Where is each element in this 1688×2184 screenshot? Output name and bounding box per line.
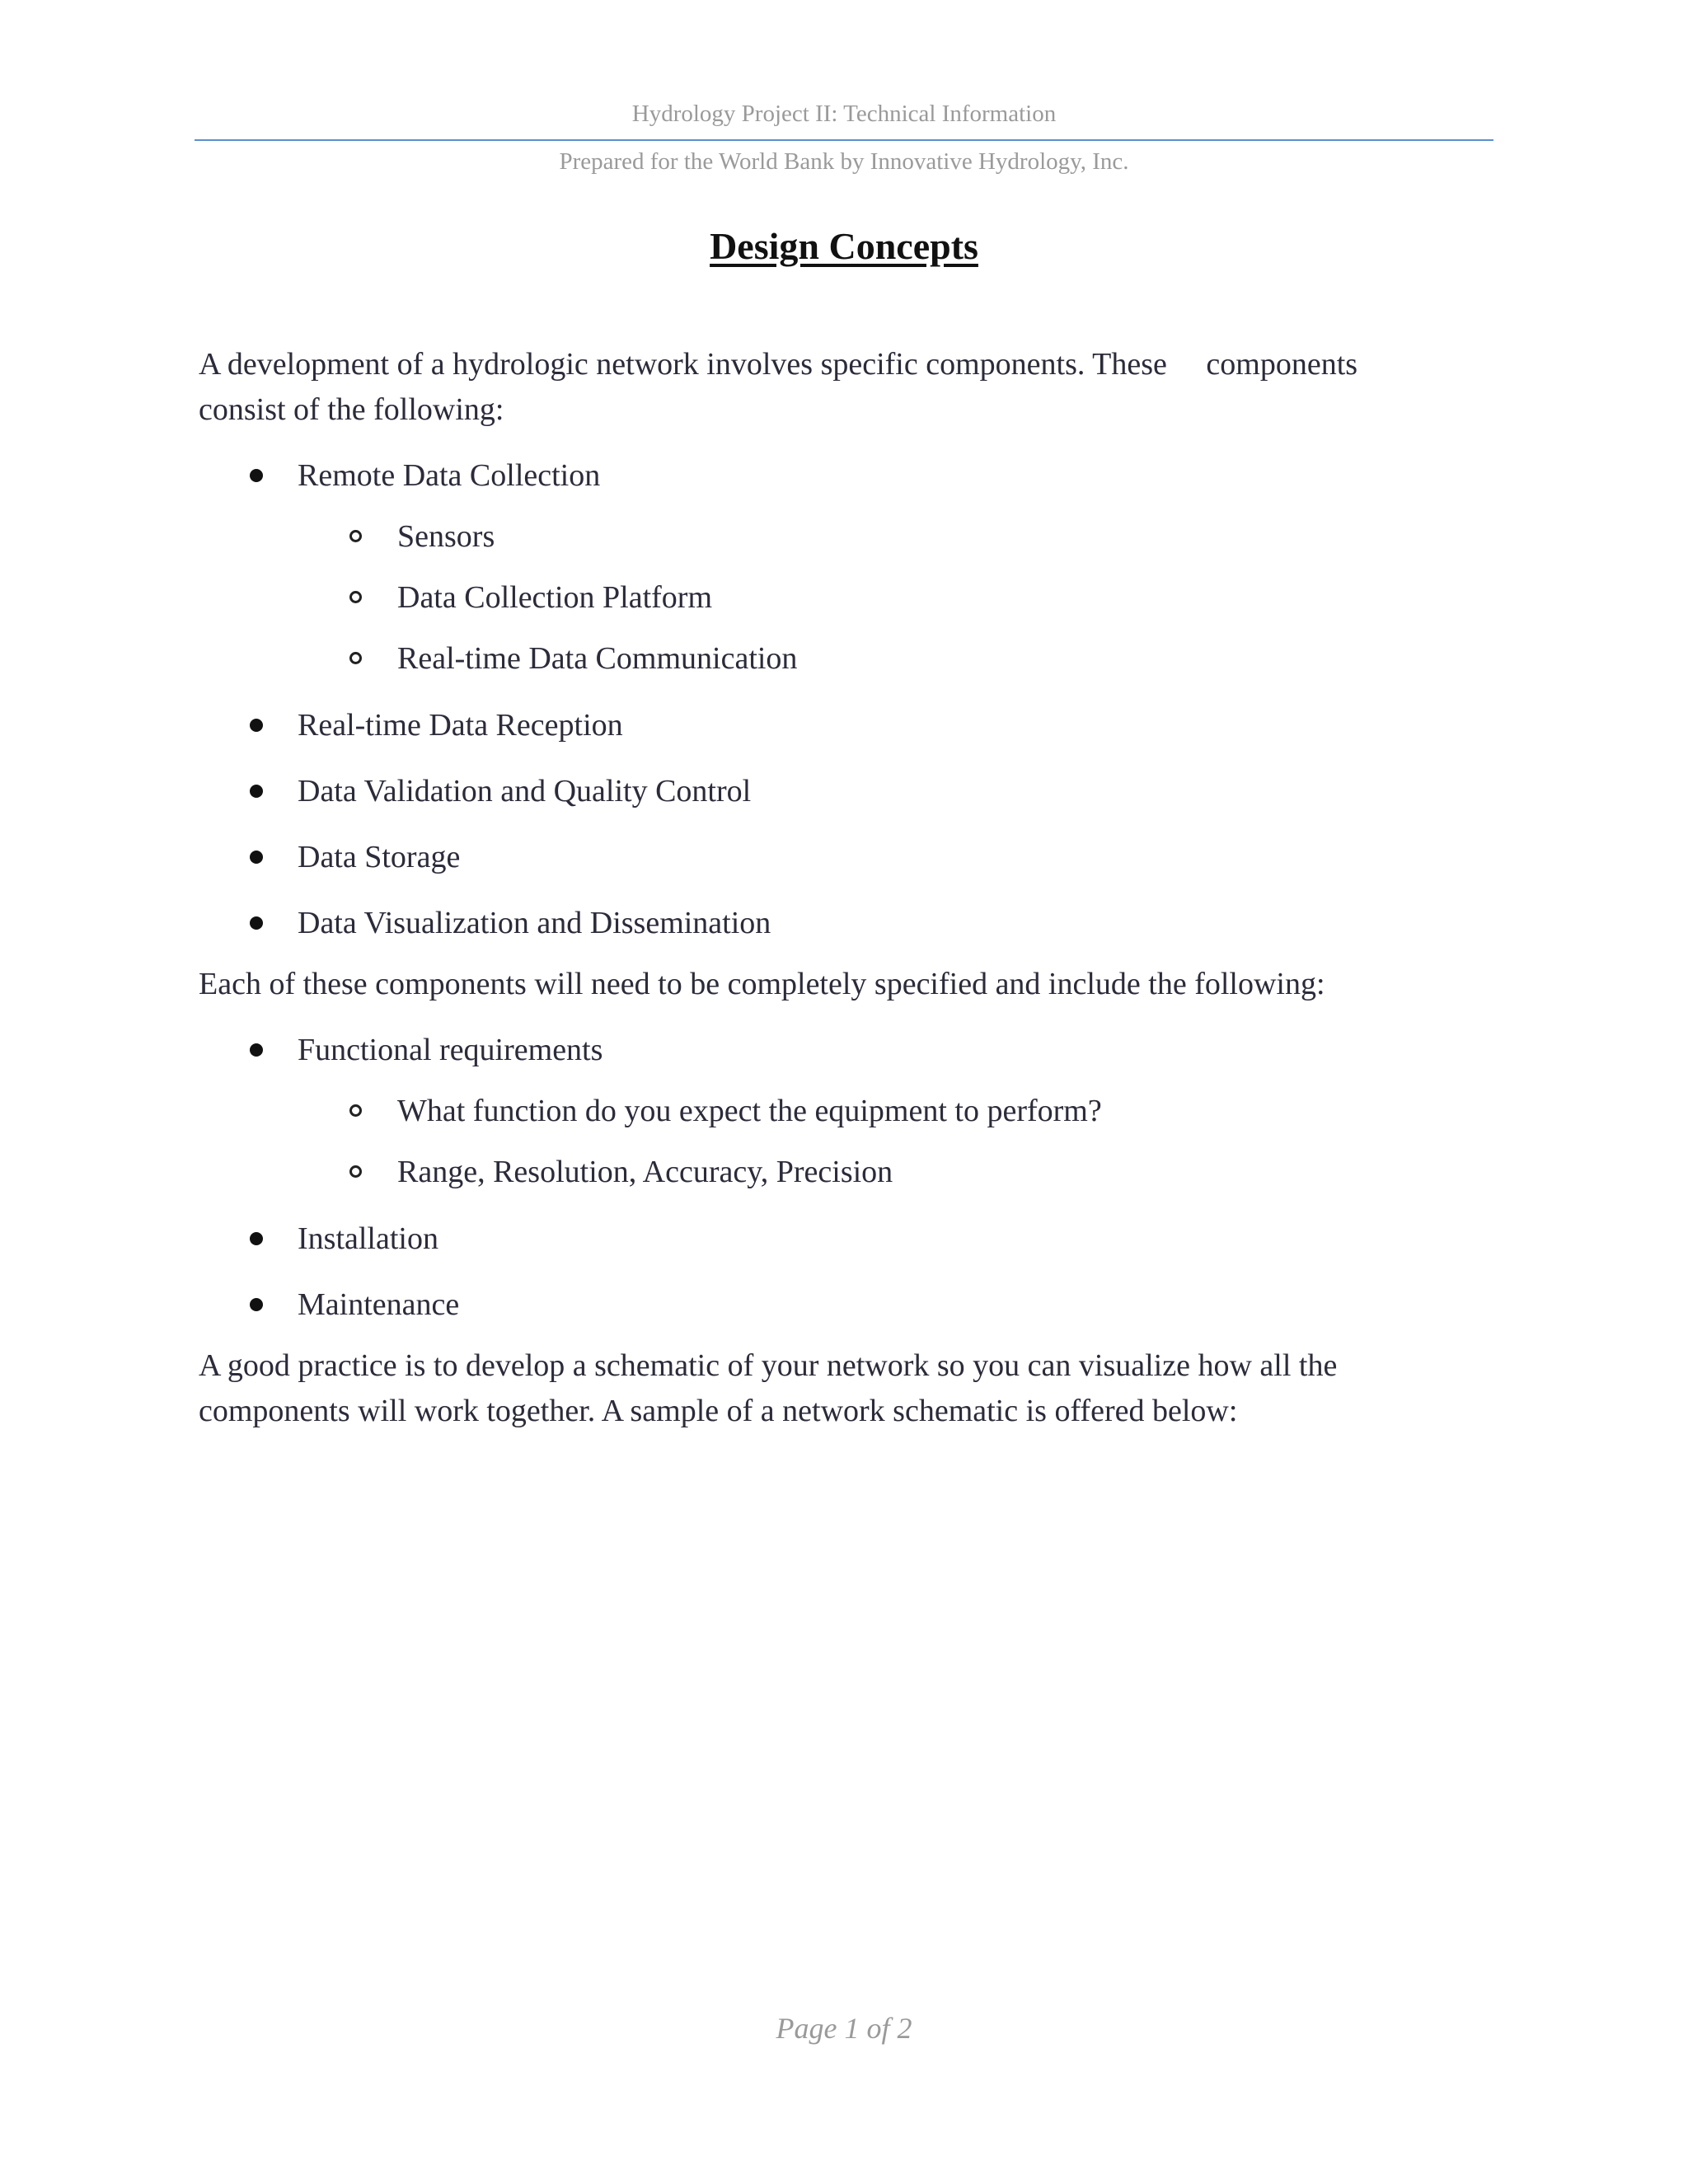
list-item-label: What function do you expect the equipment to perform? (397, 1094, 1102, 1128)
hollow-bullet-icon (349, 530, 362, 542)
list-item-label: Sensors (397, 519, 495, 554)
intro-paragraph: A development of a hydrologic network involves specific components. These components consist of the following: (199, 347, 1366, 427)
list-item (397, 638, 797, 679)
list-item (397, 1151, 893, 1193)
list-item (397, 577, 712, 618)
header-subtitle: Prepared for the World Bank by Innovative Hydrology, Inc. (559, 148, 1129, 175)
bullet-icon (250, 851, 263, 864)
list-item-label: Installation (298, 1221, 438, 1256)
list-item (298, 837, 460, 878)
bullet-icon (250, 1232, 263, 1245)
list-item-label: Data Collection Platform (397, 580, 713, 615)
list-item (298, 705, 623, 746)
list-item-label: Real-time Data Reception (298, 708, 623, 743)
hollow-bullet-icon (349, 591, 362, 603)
list-item (397, 516, 495, 557)
page-title: Design Concepts (710, 225, 978, 267)
hollow-bullet-icon (349, 1165, 362, 1178)
list-item-label: Maintenance (298, 1287, 460, 1322)
page-number: Page 1 of 2 (776, 2012, 912, 2045)
list-item-label: Functional requirements (298, 1033, 603, 1067)
list-item (298, 902, 771, 944)
list-item-label: Data Validation and Quality Control (298, 774, 752, 808)
list-item (397, 1090, 1102, 1132)
bullet-icon (250, 785, 263, 798)
list-item (298, 1029, 603, 1071)
spec-paragraph: Each of these components will need to be completely specified and include the following: (199, 967, 1325, 1001)
hollow-bullet-icon (349, 652, 362, 664)
bullet-icon (250, 719, 263, 732)
list-item-label: Range, Resolution, Accuracy, Precision (397, 1155, 893, 1189)
list-item (298, 455, 600, 496)
header-title: Hydrology Project II: Technical Information (631, 101, 1057, 127)
list-item-label: Data Visualization and Dissemination (298, 906, 771, 940)
list-item (298, 1218, 438, 1259)
list-item-label: Remote Data Collection (298, 458, 601, 493)
hollow-bullet-icon (349, 1104, 362, 1117)
bullet-icon (250, 469, 263, 482)
header-divider (195, 139, 1493, 141)
list-item-label: Real-time Data Communication (397, 641, 798, 676)
closing-paragraph: A good practice is to develop a schematic of your network so you can visualize how all the components will work together. A sample of a network schematic is offered below: (199, 1348, 1338, 1428)
list-item-label: Data Storage (298, 840, 461, 874)
bullet-icon (250, 1043, 263, 1057)
list-item (298, 1284, 459, 1325)
bullet-icon (250, 1298, 263, 1311)
bullet-icon (250, 916, 263, 930)
list-item (298, 771, 751, 812)
